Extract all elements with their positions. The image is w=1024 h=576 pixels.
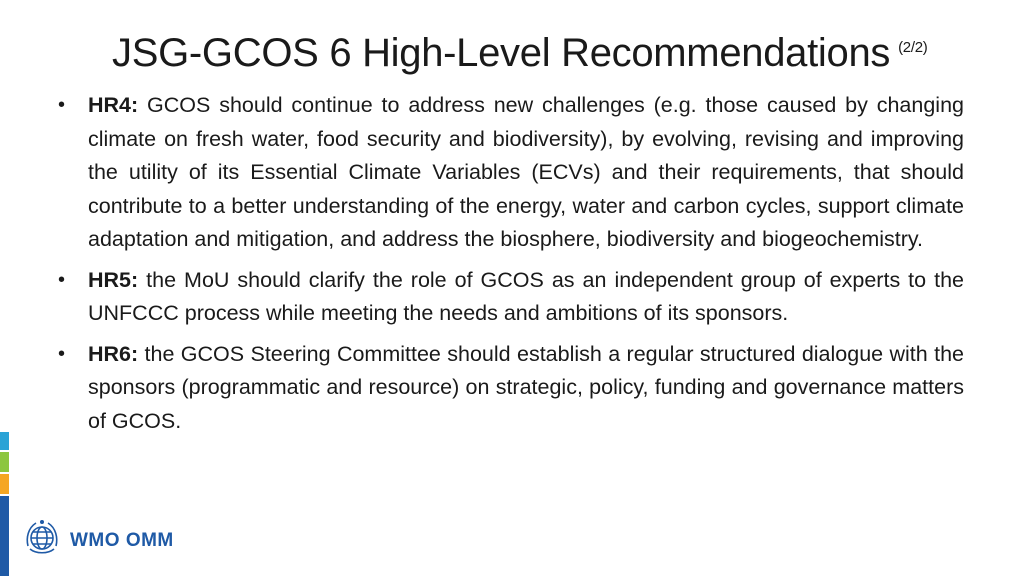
- recommendation-text: GCOS should continue to address new challenges (e.g. those caused by changing climate on fresh water, food security and biodiversity), by evolving, revising and improving the utility of its Essential Climate Variables (ECVs) and their requirements, that should contribute to a better understanding of the energy, water and carbon cycles, support climate adaptation and mitigation, and address the biosphere, biodiversity and biogeochemistry.: [88, 93, 964, 251]
- slide-title: [112, 22, 992, 79]
- recommendation-label: HR6:: [88, 341, 139, 366]
- recommendation-item: [58, 338, 964, 439]
- bullet-icon: •: [58, 268, 66, 291]
- recommendation-label: HR5:: [88, 267, 139, 292]
- recommendation-item: [58, 89, 964, 257]
- accent-stripe-green: [0, 452, 9, 472]
- wmo-logo-text: WMO OMM: [70, 529, 174, 551]
- slide-title-suffix: (2/2): [898, 39, 928, 56]
- bullet-icon: •: [58, 342, 66, 365]
- recommendation-text: the MoU should clarify the role of GCOS as an independent group of experts to the UNFCCC process while meeting the needs and ambitions of its sponsors.: [88, 267, 964, 325]
- recommendation-label: HR4:: [88, 93, 139, 117]
- recommendation-item: [58, 264, 964, 331]
- accent-stripe-orange: [0, 474, 9, 494]
- bullet-icon: •: [58, 94, 66, 116]
- accent-stripe-cyan: [0, 432, 9, 450]
- slide-title-text: JSG-GCOS 6 High-Level Recommendations: [112, 31, 891, 75]
- accent-stripe-blue: [0, 496, 9, 576]
- recommendation-list: [58, 89, 964, 445]
- recommendation-text: the GCOS Steering Committee should establish a regular structured dialogue with the sponsors (programmatic and resource) on strategic, policy, funding and governance matters of GCOS.: [88, 341, 964, 433]
- wmo-emblem-icon: [22, 518, 62, 563]
- wmo-logo: [22, 518, 174, 563]
